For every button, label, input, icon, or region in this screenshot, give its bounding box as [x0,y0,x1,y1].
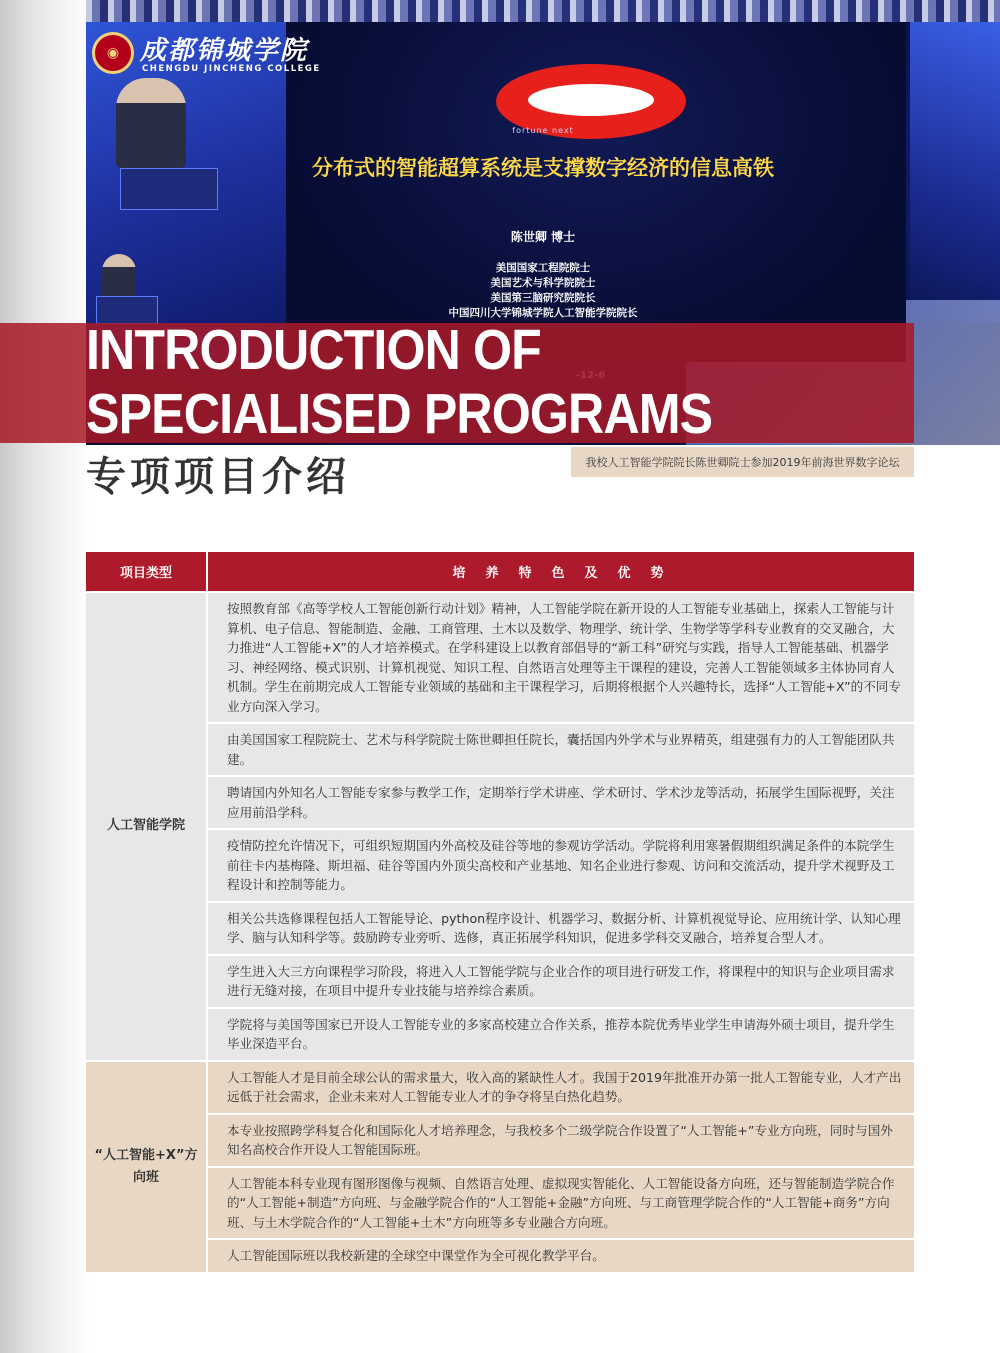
table-row [86,723,914,776]
table-row [86,1061,914,1114]
table-row [86,1114,914,1167]
header-project-type: 项目类型 [86,552,207,592]
table-cell: 学院将与美国等国家已开设人工智能专业的多家高校建立合作关系，推荐本院优秀毕业学生申请海外硕士项目，提升学生毕业深造平台。 [207,1008,914,1061]
photo-caption: 我校人工智能学院院长陈世卿院士参加2019年前海世界数字论坛 [571,447,914,477]
slide-line: 美国艺术与科学院院士 [490,277,596,289]
college-name-cn: 成都锦城学院 [140,36,309,66]
table-row [86,829,914,902]
slide-speaker: 陈世卿 博士 [510,230,576,244]
programs-table [86,552,914,1274]
slide-title: 分布式的智能超算系统是支撑数字经济的信息高铁 [312,156,774,180]
table-cell: 疫情防控允许情况下，可组织短期国内外高校及硅谷等地的参观访学活动。学院将利用寒暑假期组织满足条件的本院学生前往卡内基梅隆、斯坦福、硅谷等国内外顶尖高校和产业基地、知名企业进行参观、访问和交流活动，提升学术视野及工程设计和控制等能力。 [207,829,914,902]
english-title-line: INTRODUCTION OF [86,318,541,382]
english-title [86,318,790,446]
page-spine-shadow [0,0,90,1353]
table-cell: 按照教育部《高等学校人工智能创新行动计划》精神，人工智能学院在新开设的人工智能专业基础上，探索人工智能与计算机、电子信息、智能制造、金融、工商管理、土木以及数学、物理学、统计学、生物学等学科专业教育的交叉融合，大力推进“人工智能+X”的人才培养模式。在学科建设上以教育部倡导的“新工科”研究与实践，指导人工智能基础、机器学习、神经网络、模式识别、计算机视觉、知识工程、自然语言处理等主干课程的建设，完善人工智能领域多主体协同育人机制。学生在前期完成人工智能专业领域的基础和主干课程学习，后期将根据个人兴趣特长，选择“人工智能+X”的不同专业方向深入学习。 [207,592,914,723]
table-row [86,902,914,955]
category-ai-college: 人工智能学院 [86,592,207,1061]
slide-caption: fortune next [512,126,574,135]
table-header-row [86,552,914,592]
table-cell: 人工智能本科专业现有图形图像与视频、自然语言处理、虚拟现实智能化、人工智能设备方向班，还与智能制造学院合作的“人工智能+制造”方向班、与金融学院合作的“人工智能+金融”方向班、与工商管理学院合作的“人工智能+商务”方向班、与土木学院合作的“人工智能+土木”方向班等多专业融合方向班。 [207,1167,914,1240]
table-cell: 由美国国家工程院院士、艺术与科学院院士陈世卿担任院长，囊括国内外学术与业界精英，组建强有力的人工智能团队共建。 [207,723,914,776]
slide-line: 美国第三脑研究院院长 [490,292,596,304]
table-row [86,1239,914,1273]
table-row [86,776,914,829]
table-cell: 相关公共选修课程包括人工智能导论、python程序设计、机器学习、数据分析、计算机视觉导论、应用统计学、认知心理学、脑与认知科学等。鼓励跨专业旁听、选修，真正拓展学科知识，促进多学科交叉融合，培养复合型人才。 [207,902,914,955]
slide-line: 中国四川大学锦城学院人工智能学院院长 [448,307,638,319]
table-cell: 学生进入大三方向课程学习阶段，将进入人工智能学院与企业合作的项目进行研发工作，将课程中的知识与企业项目需求进行无缝对接，在项目中提升专业技能与培养综合素质。 [207,955,914,1008]
english-title-line: SPECIALISED PROGRAMS [86,382,713,446]
table-row [86,592,914,723]
slide-speaker-titles [86,261,1000,321]
table-row [86,1008,914,1061]
table-row [86,955,914,1008]
college-name-en: CHENGDU JINCHENG COLLEGE [142,64,321,74]
table-cell: 本专业按照跨学科复合化和国际化人才培养理念，与我校多个二级学院合作设置了“人工智能+”专业方向班，同时与国外知名高校合作开设人工智能国际班。 [207,1114,914,1167]
chinese-title: 专项项目介绍 [86,454,350,500]
table-row [86,1167,914,1240]
header-features: 培养特色及优势 [207,552,914,592]
college-seal-icon: ◉ [92,32,134,74]
stage-lights [86,0,1000,22]
category-ai-plus-x: “人工智能+X”方向班 [86,1061,207,1273]
slide-line: 美国国家工程院院士 [495,262,591,274]
table-cell: 人工智能人才是目前全球公认的需求量大，收入高的紧缺性人才。我国于2019年批准开办第一批人工智能专业，人才产出远低于社会需求，企业未来对人工智能专业人才的争夺将呈白热化趋势。 [207,1061,914,1114]
table-cell: 人工智能国际班以我校新建的全球空中课堂作为全可视化教学平台。 [207,1239,914,1273]
table-cell: 聘请国内外知名人工智能专家参与教学工作，定期举行学术讲座、学术研讨、学术沙龙等活动，拓展学生国际视野，关注应用前沿学科。 [207,776,914,829]
